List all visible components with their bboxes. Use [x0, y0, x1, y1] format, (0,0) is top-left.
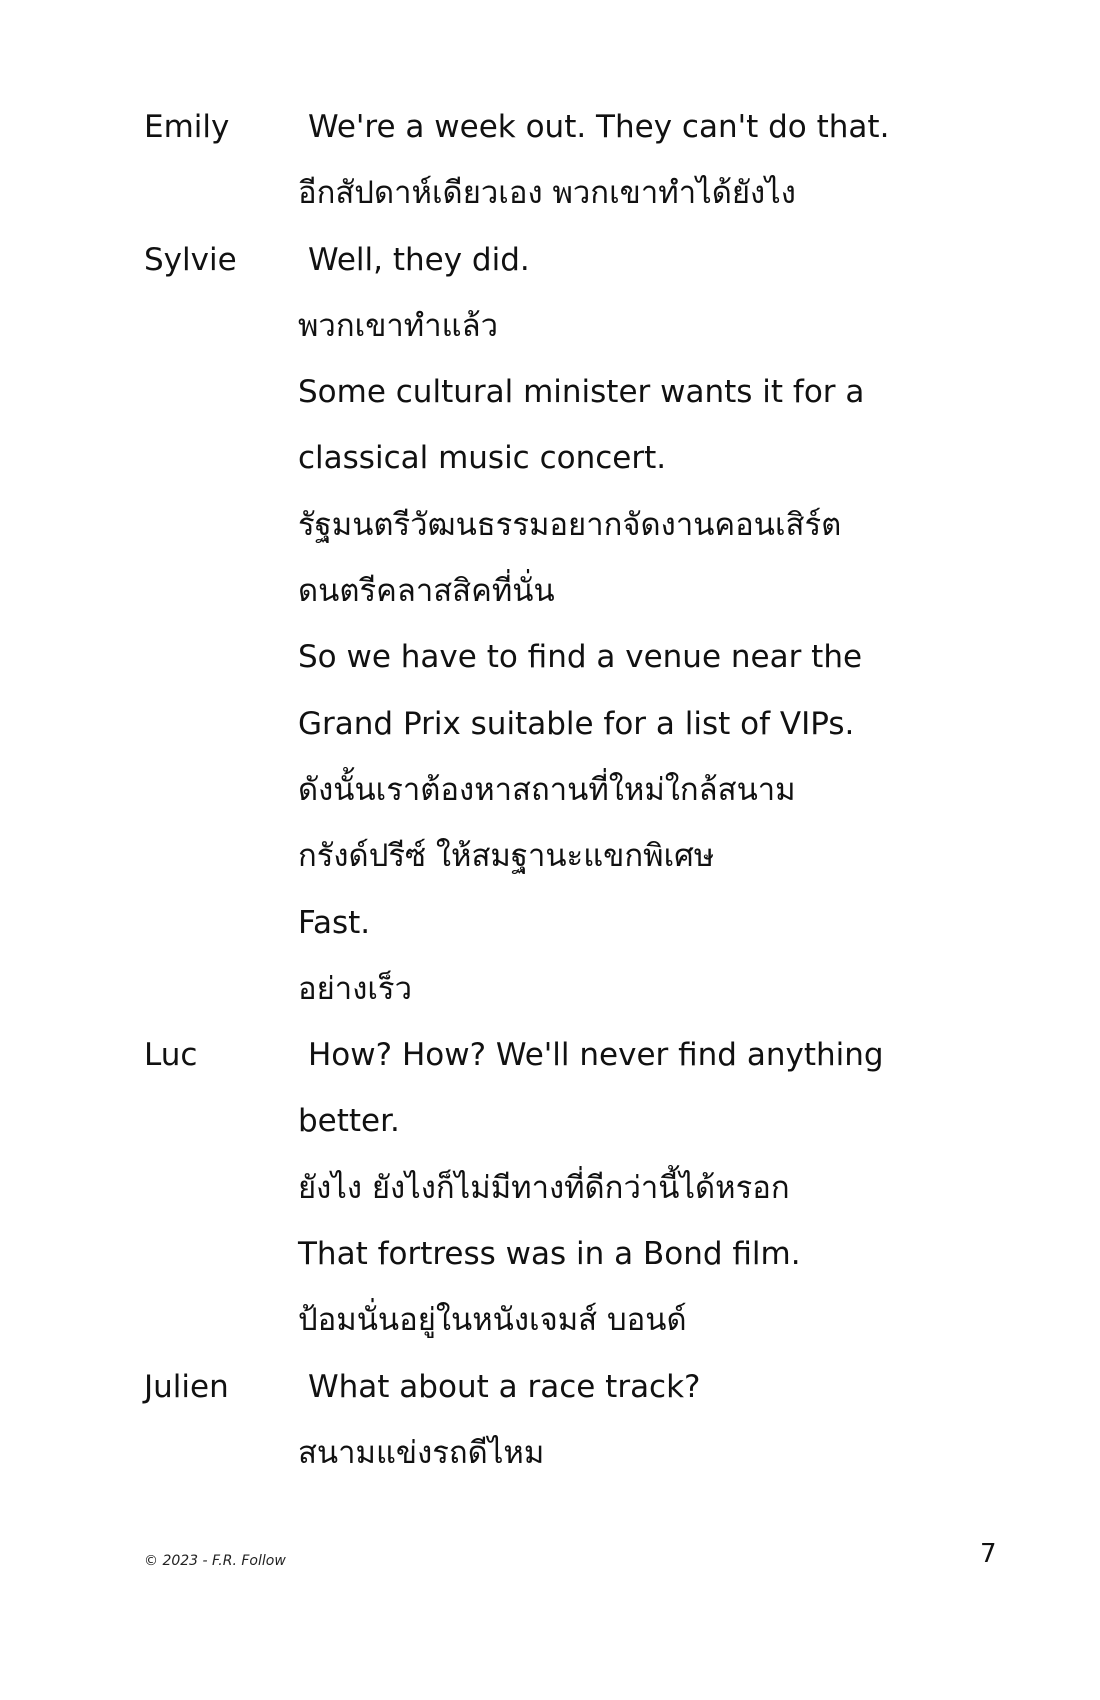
dialogue-line: [144, 1354, 964, 1420]
dialogue-line: [144, 558, 964, 624]
dialogue-line: [144, 1287, 964, 1353]
dialogue-line: [144, 492, 964, 558]
dialogue-text: พวกเขาทำแล้ว: [298, 307, 499, 344]
speaker-name: Emily: [144, 109, 230, 145]
dialogue-text: อีกสัปดาห์เดียวเอง พวกเขาทำได้ยังไง: [298, 175, 796, 212]
dialogue-text: classical music concert.: [298, 440, 667, 477]
dialogue-block: [144, 94, 964, 1486]
dialogue-text: อย่างเร็ว: [298, 970, 412, 1007]
dialogue-line: [144, 1420, 964, 1486]
dialogue-text: ยังไง ยังไงก็ไม่มีทางที่ดีกว่านี้ได้หรอก: [298, 1169, 790, 1206]
dialogue-text: สนามแข่งรถดีไหม: [298, 1434, 545, 1471]
dialogue-text: How? How? We'll never find anything: [308, 1037, 884, 1074]
dialogue-line: [144, 293, 964, 359]
dialogue-line: [144, 160, 964, 226]
copyright-footer: © 2023 - F.R. Follow: [144, 1553, 286, 1569]
speaker-name: Sylvie: [144, 241, 237, 278]
dialogue-text: We're a week out. They can't do that.: [308, 109, 890, 145]
dialogue-text: Fast.: [298, 904, 371, 941]
dialogue-text: That fortress was in a Bond film.: [298, 1236, 801, 1273]
dialogue-text: ดนตรีคลาสสิคที่นั่น: [298, 573, 555, 610]
page-number: 7: [980, 1539, 997, 1569]
dialogue-text: Well, they did.: [308, 241, 530, 278]
dialogue-line: [144, 1221, 964, 1287]
dialogue-line: [144, 823, 964, 889]
dialogue-text: ดังนั้นเราต้องหาสถานที่ใหม่ใกล้สนาม: [298, 771, 796, 808]
speaker-name: Julien: [144, 1368, 229, 1405]
dialogue-text: What about a race track?: [308, 1368, 701, 1405]
dialogue-text: So we have to find a venue near the: [298, 639, 863, 676]
dialogue-line: [144, 359, 964, 425]
dialogue-line: [144, 1088, 964, 1154]
dialogue-line: [144, 1155, 964, 1221]
dialogue-line: [144, 691, 964, 757]
dialogue-line: [144, 624, 964, 690]
dialogue-line: [144, 94, 964, 160]
dialogue-text: better.: [298, 1103, 400, 1140]
dialogue-text: รัฐมนตรีวัฒนธรรมอยากจัดงานคอนเสิร์ต: [298, 506, 842, 543]
dialogue-text: Some cultural minister wants it for a: [298, 374, 865, 411]
dialogue-line: [144, 956, 964, 1022]
dialogue-text: Grand Prix suitable for a list of VIPs.: [298, 705, 855, 742]
dialogue-line: [144, 425, 964, 491]
dialogue-text: กรังด์ปรีซ์ ให้สมฐานะแขกพิเศษ: [298, 838, 715, 875]
dialogue-line: [144, 757, 964, 823]
dialogue-text: ป้อมนั่นอยู่ในหนังเจมส์ บอนด์: [298, 1302, 687, 1339]
dialogue-line: [144, 227, 964, 293]
dialogue-line: [144, 890, 964, 956]
speaker-name: Luc: [144, 1037, 198, 1074]
dialogue-line: [144, 1022, 964, 1088]
